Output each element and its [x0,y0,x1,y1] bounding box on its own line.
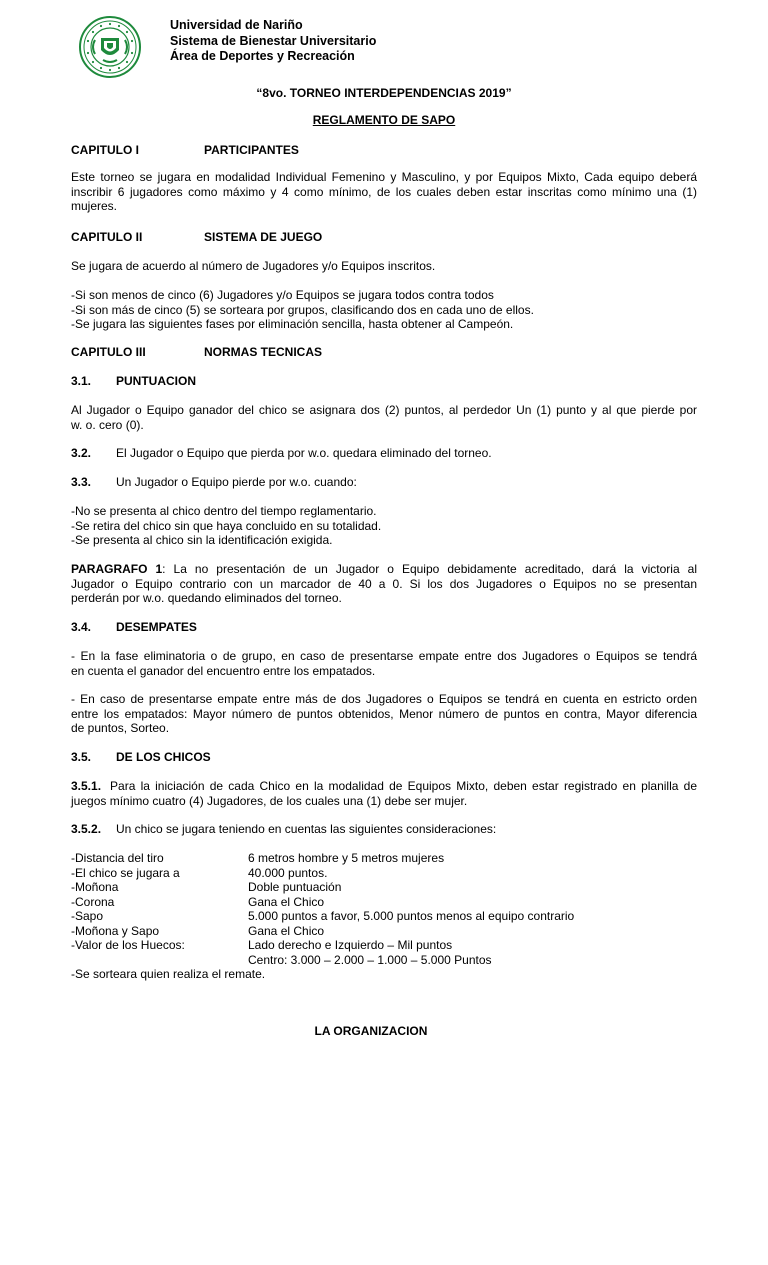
section-text: Un Jugador o Equipo pierde por w.o. cuando: [116,475,357,489]
institution-block [170,18,570,65]
paragraph [71,649,697,678]
text-line: Jugador o Equipo contrario con un marcador de 40 a 0. Si los dos Jugadores o Equipos no se presentan [71,576,697,591]
subsection-number: 3.5.1. [71,779,102,793]
text-line: w. o. cero (0). [71,417,144,432]
subsection-text: Para la iniciación de cada Chico en la modalidad de Equipos Mixto, deben estar registrado en planilla de [110,779,697,793]
text-line: de puntos, Sorteo. [71,721,170,735]
signature-footer: LA ORGANIZACION [314,1024,428,1038]
rule-key: -Distancia del tiro [71,851,164,865]
text-line: - En caso de presentarse empate entre más de dos Jugadores o Equipos se tendrá en cuenta en estricto orden [71,692,697,706]
institution-name: Universidad de Nariño [170,18,303,32]
subsection-number: 3.5.2. [71,822,102,836]
area-name: Área de Deportes y Recreación [170,49,355,63]
list-item: -Si son menos de cinco (6) Jugadores y/o Equipos se jugara todos contra todos [71,288,494,302]
text-line: en cuenta el ganador del encuentro entre los empatados. [71,663,376,678]
rule-value: Gana el Chico [248,894,325,909]
section-name: DESEMPATES [116,620,197,634]
text-line: inscribir 6 jugadores como máximo y 4 como mínimo, de los cuales deben estar inscritas como mínimo una (1) [71,184,697,199]
rule-value: Doble puntuación [248,880,342,894]
text-line: mujeres. [71,199,118,213]
paragraph [71,692,697,736]
section-name: PUNTUACION [116,374,196,388]
rule-key: -Valor de los Huecos: [71,938,185,952]
paragrafo-label: PARAGRAFO 1 [71,562,163,576]
rule-key: -Sapo [71,909,104,923]
list-item: -No se presenta al chico dentro del tiempo reglamentario. [71,504,377,518]
subsection-paragraph [71,779,697,808]
text-line [71,562,697,577]
rule-value: 5.000 puntos a favor, 5.000 puntos menos al equipo contrario [248,909,575,923]
paragrafo-text: : La no presentación de un Jugador o Equipo debidamente acreditado, dará la victoria al [162,562,697,576]
rule-key: -Moñona y Sapo [71,923,160,938]
text-line: Este torneo se jugara en modalidad Individual Femenino y Masculino, y por Equipos Mixto, Cada equipo deberá [71,170,697,184]
rule-value: Lado derecho e Izquierdo – Mil puntos [248,938,453,952]
paragraph [71,403,697,432]
rule-key: -Moñona [71,880,119,894]
section-number: 3.5. [71,750,92,764]
list-item: -Se presenta al chico sin la identificación exigida. [71,533,333,547]
department-name: Sistema de Bienestar Universitario [170,33,377,48]
rule-key: -El chico se jugara a [71,865,180,880]
section-number: 3.4. [71,620,92,634]
chapter-name: NORMAS TECNICAS [204,345,323,359]
text-line: juegos mínimo cuatro (4) Jugadores, de los cuales una (1) debe ser mujer. [71,793,468,808]
section-number: 3.3. [71,475,92,489]
list-item: -Si son más de cinco (5) se sorteara por grupos, clasificando dos en cada uno de ellos. [71,302,534,317]
text-line: Se jugara de acuerdo al número de Jugadores y/o Equipos inscritos. [71,259,436,273]
rule-key: -Corona [71,894,115,909]
list-item: -Se jugara las siguientes fases por eliminación sencilla, hasta obtener al Campeón. [71,317,514,331]
chapter-number: CAPITULO III [71,345,146,359]
text-line: - En la fase eliminatoria o de grupo, en caso de presentarse empate entre dos Jugadores o Equipos se tendrá [71,649,697,663]
text-line [71,779,697,794]
rule-value: 6 metros hombre y 5 metros mujeres [248,851,445,865]
paragrafo-block [71,562,697,606]
list-item: -Se retira del chico sin que haya concluido en su totalidad. [71,518,382,533]
rule-value: Gana el Chico [248,923,325,938]
section-number: 3.1. [71,374,92,388]
text-line: -Se sorteara quien realiza el remate. [71,967,266,981]
chapter-number: CAPITULO II [71,230,143,244]
section-text: El Jugador o Equipo que pierda por w.o. quedara eliminado del torneo. [116,446,492,460]
document-title: “8vo. TORNEO INTERDEPENDENCIAS 2019” [256,86,512,100]
section-name: DE LOS CHICOS [116,750,211,764]
text-line: Al Jugador o Equipo ganador del chico se asignara dos (2) puntos, al perdedor Un (1) punto y al que pierde por [71,403,697,417]
chapter-name: PARTICIPANTES [204,143,299,157]
section-number: 3.2. [71,446,92,460]
rule-value: 40.000 puntos. [248,865,328,880]
text-line: perderán por w.o. quedando eliminados del torneo. [71,591,342,605]
document-subtitle: REGLAMENTO DE SAPO [312,113,456,127]
chapter-number: CAPITULO I [71,143,139,157]
text-line: entre los empatados: Mayor número de puntos obtenidos, Menor número de puntos en contra, Mayor diferencia [71,706,697,721]
chapter-name: SISTEMA DE JUEGO [204,230,323,244]
rule-value: Centro: 3.000 – 2.000 – 1.000 – 5.000 Puntos [248,952,492,967]
paragraph [71,170,697,214]
section-text: Un chico se jugara teniendo en cuentas las siguientes consideraciones: [116,822,497,836]
university-seal-logo [79,16,141,78]
